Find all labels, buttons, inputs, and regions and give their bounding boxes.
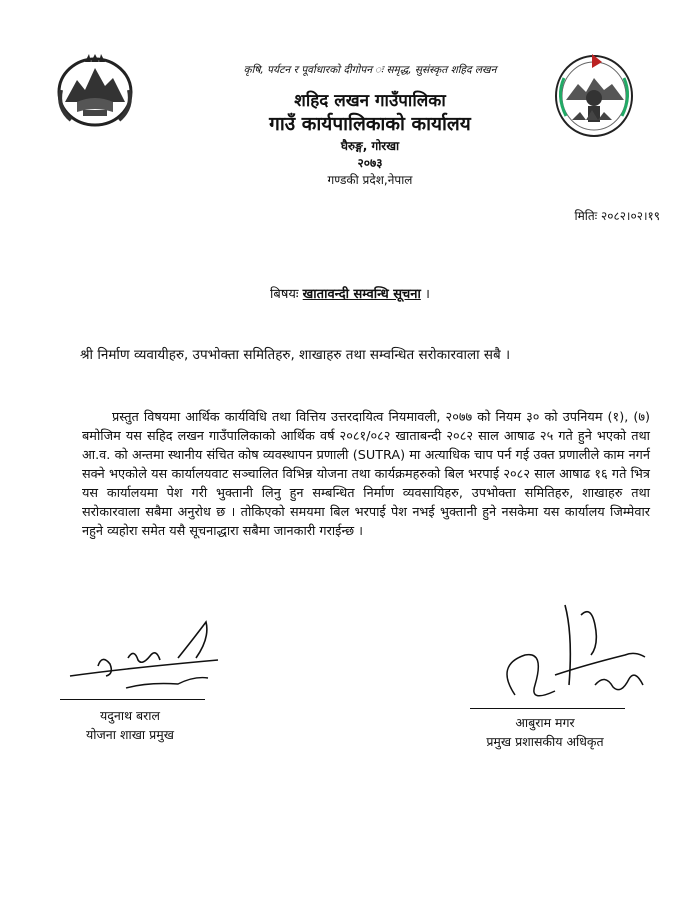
province-line: गण्डकी प्रदेश,नेपाल [327, 173, 413, 187]
subject-label: बिषयः [270, 287, 299, 302]
municipality-name: शहिद लखन गाउँपालिका [294, 91, 446, 111]
signatory-left-title: योजना शाखा प्रमुख [86, 727, 174, 742]
addressee: श्री निर्माण व्यवायीहरु, उपभोक्ता समितिहरु, शाखाहरु तथा सम्वन्धित सरोकारवाला सबै । [80, 347, 511, 363]
signatory-right [445, 713, 645, 751]
address-block [200, 138, 540, 189]
signature-line-right [470, 708, 625, 709]
subject-line [140, 284, 560, 302]
signature-right [495, 595, 665, 715]
signature-left [68, 618, 228, 703]
date-value: २०८२।०२।१९ [600, 209, 660, 223]
date-label: मितिः [574, 209, 598, 223]
signature-line-left [60, 699, 205, 700]
motto: कृषि, पर्यटन र पूर्वाधारको दीगोपन ः समृद्ध, सुसंस्कृत शहिद लखन [243, 64, 497, 76]
body-paragraph: प्रस्तुत विषयमा आर्थिक कार्यविधि तथा वित्तिय उत्तरदायित्व नियमावली, २०७७ को नियम ३० को उपनियम (१), (७) बमोजिम यस सहिद लखन गाउँपालिकाको आर्थिक वर्ष २०८१/०८२ खाताबन्दी २०८२ साल आषाढ २५ गते हुने भएको तथा आ.व. को अन्तमा स्थानीय संचित कोष व्यवस्थापन प्रणाली (SUTRA) मा अत्याधिक चाप पर्न गई उक्त प्रणालीले काम नगर्न सक्ने भएकोले यस कार्यालयवाट सञ्चालित विभिन्न योजना तथा कार्यक्रमहरुको बिल भरपाई २०८२ साल आषाढ १६ गते भित्र यस कार्यालयमा पेश गरी भुक्तानी लिनु हुन सम्बन्धित निर्माण व्यवसायिहरु, उपभोक्ता समितिहरु, शाखाहरु तथा सरोकारवाला सबैमा अनुरोध छ । तोकिएको समयमा बिल भरपाई पेश नभई भुक्तानी हुने नसकेमा यस कार्यालय जिम्मेवार नहुने व्यहोरा समेत यसै सूचनाद्धारा सबैमा जानकारी गराईन्छ । [82, 410, 650, 539]
nepal-emblem-left [55, 50, 135, 128]
signatory-left [55, 706, 205, 744]
signatory-right-name: आबुराम मगर [515, 715, 575, 730]
office-name: गाउँ कार्यपालिकाको कार्यालय [269, 113, 471, 135]
subject-end: । [425, 287, 430, 302]
notice-body [82, 408, 650, 541]
established-year: २०७३ [357, 156, 383, 170]
signatory-right-title: प्रमुख प्रशासकीय अधिकृत [486, 734, 604, 749]
letter-date [500, 207, 660, 224]
address-line: घैरुङ्ग, गोरखा [340, 139, 400, 153]
signatory-left-name: यदुनाथ बराल [100, 708, 160, 723]
subject-text: खातावन्दी सम्वन्धि सूचना [302, 287, 421, 302]
municipality-logo-right [552, 50, 636, 140]
